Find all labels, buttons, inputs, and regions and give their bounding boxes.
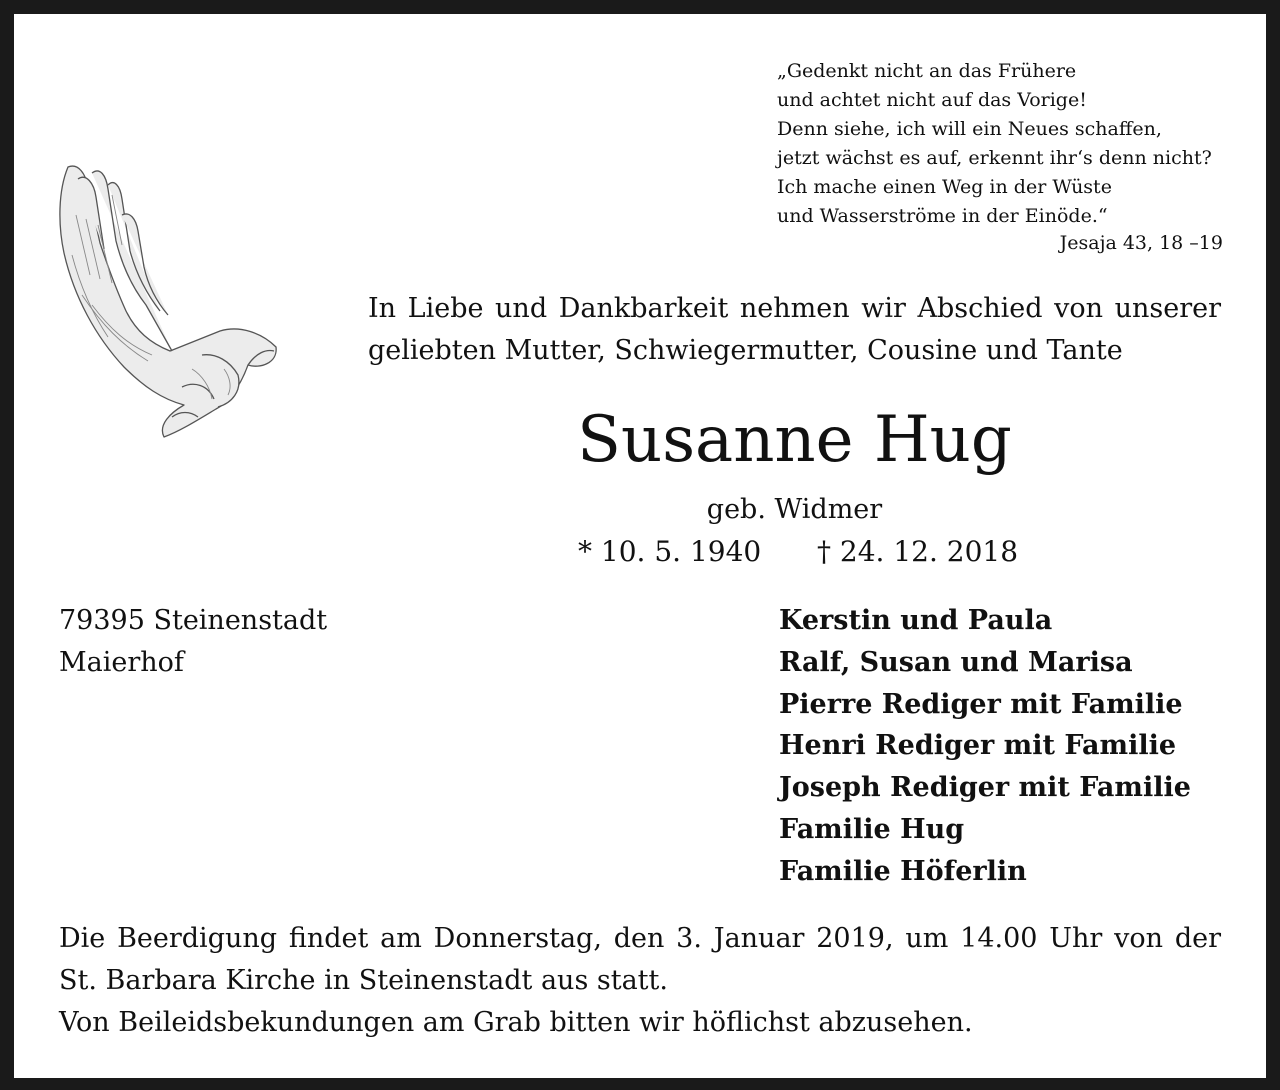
birth-date: * 10. 5. 1940: [578, 535, 762, 568]
quote-line: und achtet nicht auf das Vorige!: [777, 89, 1087, 111]
intro-line: geliebten Mutter, Schwiegermutter, Cousine und Tante: [368, 335, 1123, 366]
deceased-name: Susanne Hug: [577, 403, 1012, 477]
bible-quote: [777, 57, 1223, 254]
address-line: Maierhof: [59, 647, 184, 678]
mourner-name: Kerstin und Paula: [779, 605, 1053, 636]
intro-text: [368, 288, 1221, 372]
address-line: 79395 Steinenstadt: [59, 605, 328, 636]
quote-line: und Wasserströme in der Einöde.“: [777, 205, 1108, 227]
quote-line: Denn siehe, ich will ein Neues schaffen,: [777, 118, 1162, 140]
mourner-name: Henri Rediger mit Familie: [779, 730, 1177, 762]
quote-line: „Gedenkt nicht an das Frühere: [777, 60, 1077, 82]
quote-reference: Jesaja 43, 18 –19: [1059, 232, 1223, 254]
quote-line: jetzt wächst es auf, erkennt ihr‘s denn nicht?: [777, 147, 1212, 169]
mourner-name: Joseph Rediger mit Familie: [779, 772, 1191, 804]
intro-line: In Liebe und Dankbarkeit nehmen wir Abschied von unserer: [368, 293, 1221, 324]
funeral-line: Von Beileidsbekundungen am Grab bitten wir höflichst abzusehen.: [59, 1007, 973, 1038]
mourner-name: Ralf, Susan und Marisa: [779, 646, 1133, 678]
address: [59, 600, 327, 684]
quote-line: Ich mache einen Weg in der Wüste: [777, 176, 1112, 198]
praying-hands-icon: [52, 155, 287, 445]
death-date: † 24. 12. 2018: [817, 535, 1019, 568]
mourners-list: [779, 600, 1191, 893]
funeral-line: St. Barbara Kirche in Steinenstadt aus statt.: [59, 965, 668, 996]
maiden-name: geb. Widmer: [706, 494, 883, 525]
funeral-line: Die Beerdigung findet am Donnerstag, den 3. Januar 2019, um 14.00 Uhr von der: [59, 923, 1221, 954]
mourner-name: Familie Höferlin: [779, 855, 1027, 887]
mourner-name: Pierre Rediger mit Familie: [779, 688, 1183, 720]
funeral-info: [59, 918, 1221, 1044]
mourner-name: Familie Hug: [779, 813, 965, 845]
